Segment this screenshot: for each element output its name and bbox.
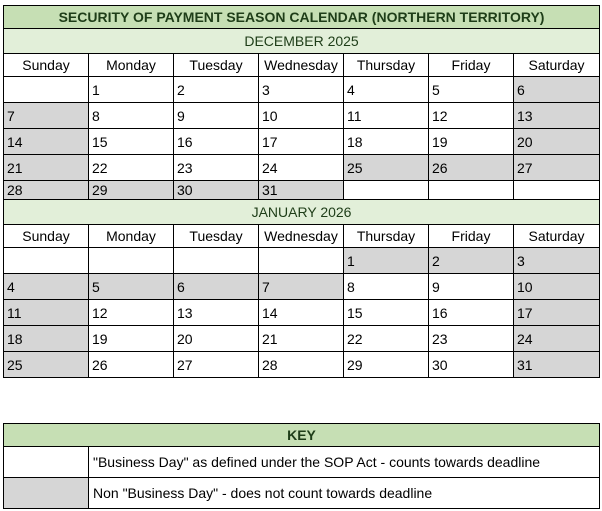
day-cell: 3 <box>259 77 344 103</box>
day-cell: 22 <box>89 155 174 181</box>
day-cell: 13 <box>514 103 600 129</box>
day-cell: 21 <box>259 326 344 352</box>
week-row <box>4 181 600 200</box>
day-cell: 12 <box>429 103 514 129</box>
empty-day-cell <box>4 248 89 274</box>
day-cell: 23 <box>174 155 259 181</box>
day-cell: 9 <box>174 103 259 129</box>
weekday-header: Saturday <box>514 54 600 77</box>
day-cell: 8 <box>89 103 174 129</box>
day-cell: 25 <box>4 352 89 378</box>
day-cell: 2 <box>429 248 514 274</box>
day-cell: 1 <box>344 248 429 274</box>
weekday-header: Monday <box>89 54 174 77</box>
day-cell: 17 <box>259 129 344 155</box>
day-cell: 7 <box>259 274 344 300</box>
weekday-header: Thursday <box>344 225 429 248</box>
day-cell: 26 <box>429 155 514 181</box>
empty-day-cell <box>174 248 259 274</box>
day-cell: 28 <box>4 181 89 200</box>
week-row <box>4 352 600 378</box>
non-business-day-description: Non "Business Day" - does not count towards deadline <box>89 478 600 509</box>
day-cell: 1 <box>89 77 174 103</box>
week-row <box>4 274 600 300</box>
day-cell: 4 <box>344 77 429 103</box>
month-heading: DECEMBER 2025 <box>4 29 600 54</box>
weekday-header: Friday <box>429 225 514 248</box>
day-cell: 16 <box>174 129 259 155</box>
key-table <box>3 423 600 509</box>
week-row <box>4 77 600 103</box>
day-cell: 31 <box>514 352 600 378</box>
day-cell: 10 <box>514 274 600 300</box>
day-cell: 18 <box>4 326 89 352</box>
week-row <box>4 300 600 326</box>
day-cell: 9 <box>429 274 514 300</box>
empty-day-cell <box>344 181 429 200</box>
day-cell: 13 <box>174 300 259 326</box>
weekday-header: Tuesday <box>174 225 259 248</box>
day-cell: 25 <box>344 155 429 181</box>
day-cell: 6 <box>174 274 259 300</box>
day-cell: 11 <box>344 103 429 129</box>
weekday-header: Wednesday <box>259 54 344 77</box>
weekday-header: Monday <box>89 225 174 248</box>
day-cell: 30 <box>429 352 514 378</box>
day-cell: 22 <box>344 326 429 352</box>
week-row <box>4 129 600 155</box>
day-cell: 7 <box>4 103 89 129</box>
key-row-non-business-day <box>4 478 600 509</box>
weekday-header: Wednesday <box>259 225 344 248</box>
day-cell: 27 <box>514 155 600 181</box>
day-cell: 14 <box>259 300 344 326</box>
day-cell: 28 <box>259 352 344 378</box>
day-cell: 21 <box>4 155 89 181</box>
week-row <box>4 155 600 181</box>
business-day-swatch <box>4 447 89 478</box>
day-cell: 8 <box>344 274 429 300</box>
week-row <box>4 248 600 274</box>
week-row <box>4 103 600 129</box>
day-cell: 5 <box>429 77 514 103</box>
empty-day-cell <box>4 77 89 103</box>
empty-day-cell <box>514 181 600 200</box>
day-cell: 20 <box>514 129 600 155</box>
day-cell: 24 <box>259 155 344 181</box>
day-cell: 30 <box>174 181 259 200</box>
day-cell: 4 <box>4 274 89 300</box>
week-row <box>4 326 600 352</box>
day-cell: 15 <box>344 300 429 326</box>
business-day-description: "Business Day" as defined under the SOP Act - counts towards deadline <box>89 447 600 478</box>
day-cell: 23 <box>429 326 514 352</box>
day-cell: 29 <box>344 352 429 378</box>
day-cell: 12 <box>89 300 174 326</box>
day-cell: 10 <box>259 103 344 129</box>
day-cell: 27 <box>174 352 259 378</box>
day-cell: 5 <box>89 274 174 300</box>
day-cell: 16 <box>429 300 514 326</box>
day-cell: 3 <box>514 248 600 274</box>
empty-day-cell <box>89 248 174 274</box>
key-row-business-day <box>4 447 600 478</box>
day-cell: 6 <box>514 77 600 103</box>
day-cell: 14 <box>4 129 89 155</box>
day-cell: 26 <box>89 352 174 378</box>
calendar-title: SECURITY OF PAYMENT SEASON CALENDAR (NORTHERN TERRITORY) <box>4 6 600 29</box>
empty-day-cell <box>259 248 344 274</box>
day-cell: 20 <box>174 326 259 352</box>
day-cell: 24 <box>514 326 600 352</box>
day-cell: 19 <box>89 326 174 352</box>
season-calendar <box>3 5 600 378</box>
weekday-header: Friday <box>429 54 514 77</box>
weekday-header: Sunday <box>4 225 89 248</box>
month-heading: JANUARY 2026 <box>4 200 600 225</box>
non-business-day-swatch <box>4 478 89 509</box>
day-cell: 18 <box>344 129 429 155</box>
weekday-header: Sunday <box>4 54 89 77</box>
day-cell: 29 <box>89 181 174 200</box>
day-cell: 19 <box>429 129 514 155</box>
day-cell: 17 <box>514 300 600 326</box>
key-heading: KEY <box>4 424 600 447</box>
day-cell: 2 <box>174 77 259 103</box>
day-cell: 15 <box>89 129 174 155</box>
day-cell: 31 <box>259 181 344 200</box>
empty-day-cell <box>429 181 514 200</box>
day-cell: 11 <box>4 300 89 326</box>
weekday-header-row <box>4 54 600 77</box>
weekday-header: Saturday <box>514 225 600 248</box>
weekday-header: Thursday <box>344 54 429 77</box>
weekday-header-row <box>4 225 600 248</box>
weekday-header: Tuesday <box>174 54 259 77</box>
